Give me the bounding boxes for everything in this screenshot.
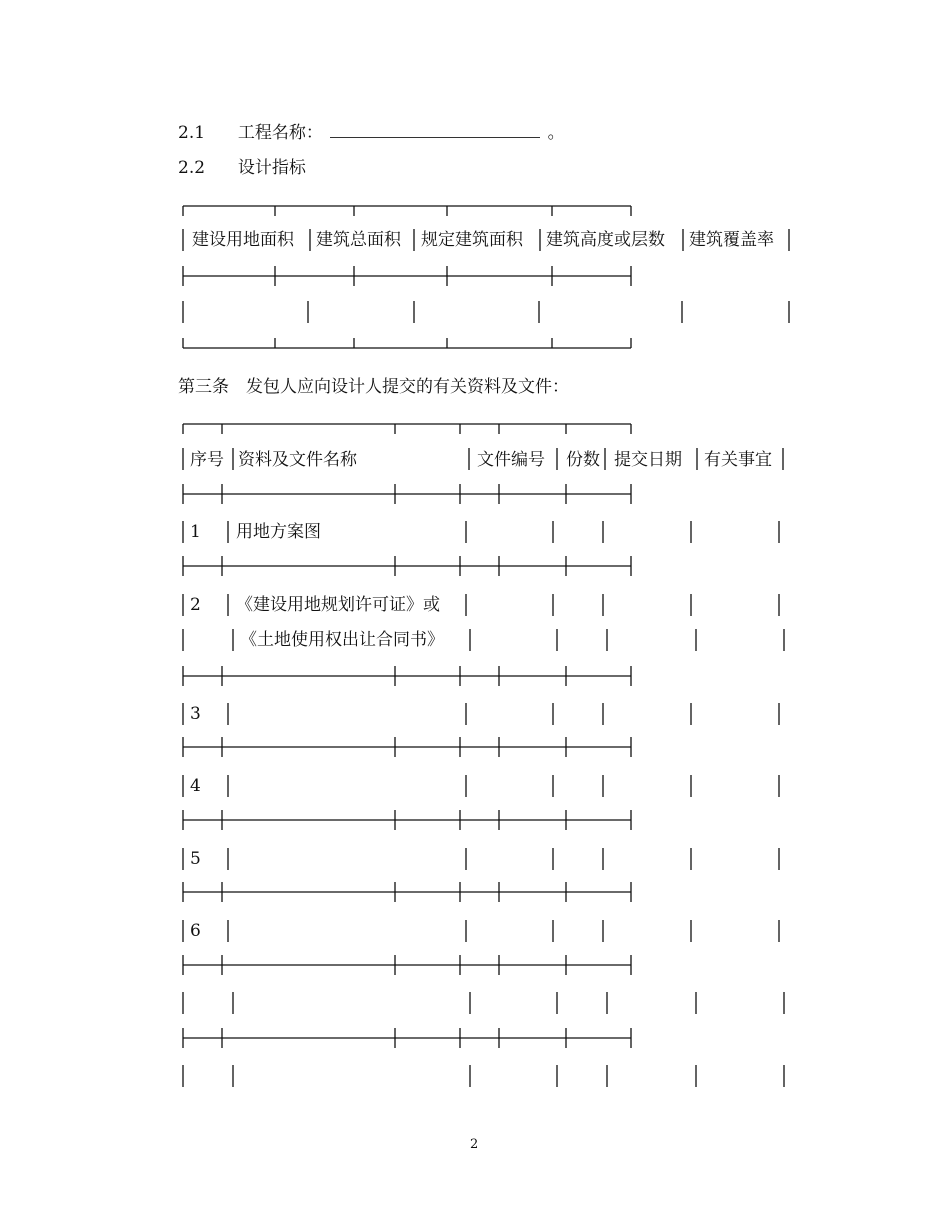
row-2-name-line-1: 《建设用地规划许可证》或 [236, 595, 440, 615]
row-2-no: 2 [190, 595, 201, 615]
row-3-no: 3 [190, 704, 201, 724]
design-index-label: 设计指标 [237, 158, 306, 178]
row-6-no: 6 [190, 921, 201, 941]
section-2-2-number: 2.2 [178, 158, 206, 178]
header-document-name: 资料及文件名称 [238, 450, 357, 470]
header-copies: 份数 [566, 450, 600, 470]
header-height-or-floors: 建筑高度或层数 [546, 230, 665, 250]
header-submit-date: 提交日期 [614, 450, 682, 470]
header-remarks: 有关事宜 [704, 450, 772, 470]
header-file-number: 文件编号 [477, 450, 545, 470]
project-name-label: 工程名称： [237, 123, 323, 143]
header-specified-floor-area: 规定建筑面积 [421, 230, 523, 250]
header-total-floor-area: 建筑总面积 [316, 230, 401, 250]
header-serial-no: 序号 [190, 450, 224, 470]
header-land-area: 建设用地面积 [192, 230, 294, 250]
article-3-heading: 第三条 发包人应向设计人提交的有关资料及文件： [178, 377, 569, 397]
page-number: 2 [470, 1137, 479, 1152]
row-4-no: 4 [190, 776, 201, 796]
section-2-1-number: 2.1 [178, 123, 206, 143]
section-2-1-end: 。 [547, 123, 565, 143]
row-2-name-line-2: 《土地使用权出让合同书》 [240, 630, 444, 650]
row-5-no: 5 [190, 849, 201, 869]
row-1-name: 用地方案图 [236, 522, 321, 542]
row-1-no: 1 [190, 522, 201, 542]
header-coverage-ratio: 建筑覆盖率 [689, 230, 774, 250]
